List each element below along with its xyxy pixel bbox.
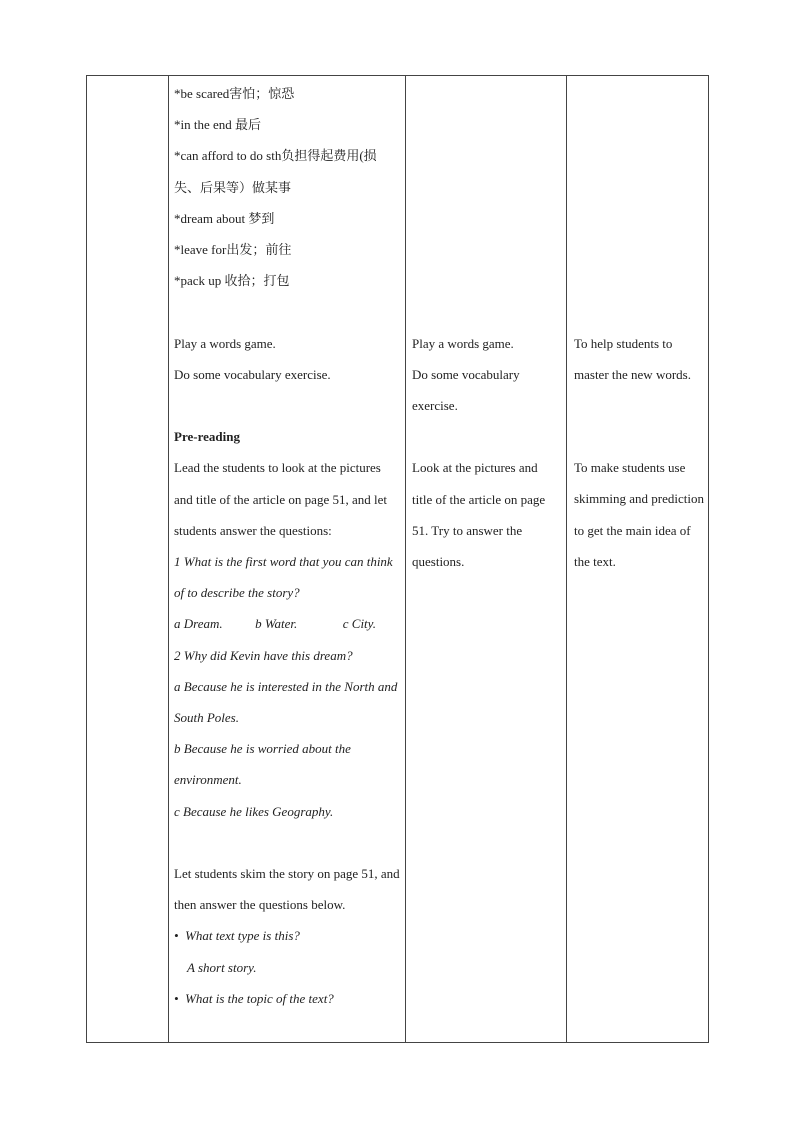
words-game-purpose: To help students to master the new words.	[574, 335, 691, 382]
skim-intro: Let students skim the story on page 51, and then answer the questions below.	[174, 866, 400, 913]
pre-reading-student-text: Look at the pictures and title of the article on page 51. Try to answer the questions.	[412, 460, 546, 569]
words-game-teacher-line: Do some vocabulary exercise.	[174, 366, 331, 382]
student-activity-cell	[406, 76, 567, 1043]
bullet-icon: •	[174, 990, 179, 1006]
vocab-line: *leave for出发；前往	[174, 242, 292, 258]
lesson-plan-table	[86, 75, 709, 1043]
stage-column-cell	[87, 76, 169, 1043]
teacher-activity-cell	[169, 76, 406, 1043]
bullet-icon: •	[174, 928, 179, 944]
question-2-option: c Because he likes Geography.	[174, 803, 334, 819]
bullet-question: • What is the topic of the text?	[174, 990, 334, 1006]
question-2-option: b Because he is worried about the environment.	[174, 741, 351, 788]
vocab-line: *be scared害怕；惊恐	[174, 86, 295, 101]
vocab-line: *pack up 收拾；打包	[174, 273, 290, 289]
question-1-options: a Dream. b Water. c City.	[174, 616, 376, 632]
words-game-teacher-line: Play a words game.	[174, 335, 276, 351]
question-2-option: a Because he is interested in the North and South Poles.	[174, 678, 398, 726]
bullet-question: • What text type is this?	[174, 928, 300, 944]
vocab-line: *in the end 最后	[174, 117, 262, 133]
question-1: 1 What is the first word that you can think of to describe the story?	[174, 554, 393, 601]
table-row	[87, 76, 709, 1043]
pre-reading-intro: Lead the students to look at the pictures and title of the article on page 51, and let students answer the questions:	[174, 460, 387, 538]
vocab-list	[174, 78, 401, 296]
purpose-cell	[567, 76, 709, 1043]
question-2: 2 Why did Kevin have this dream?	[174, 647, 353, 663]
vocab-line: *can afford to do sth负担得起费用(损	[174, 148, 377, 164]
bullet-answer: A short story.	[187, 959, 257, 975]
pre-reading-heading: Pre-reading	[174, 429, 240, 445]
words-game-student-line: Do some vocabulary exercise.	[412, 366, 520, 413]
pre-reading-purpose: To make students use skimming and prediction to get the main idea of the text.	[574, 460, 704, 569]
words-game-student-line: Play a words game.	[412, 335, 514, 351]
vocab-line: *dream about 梦到	[174, 210, 275, 226]
vocab-line: 失、后果等）做某事	[174, 179, 292, 195]
